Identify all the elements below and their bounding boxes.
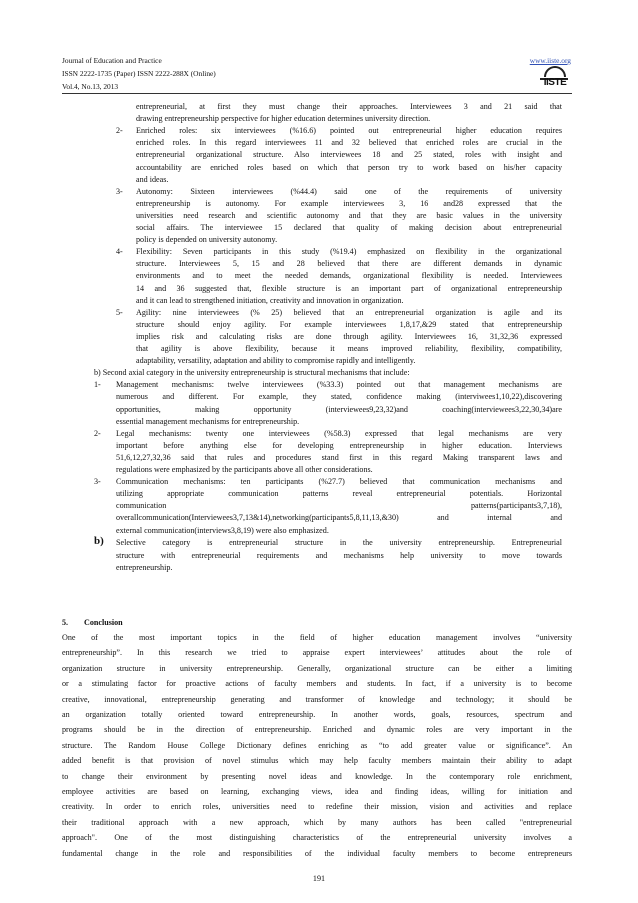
journal-name: Journal of Education and Practice	[62, 56, 162, 65]
text-line: overallcommunication(Interviewees3,7,13&14),networking(participants5,8,11,13,&30) and internal and	[116, 513, 562, 523]
text-line: structure. Interviewees 5, 15 and 28 believed that there are different demands in dynamic	[136, 259, 562, 269]
text-line: communication patterns(participants3,7,18),	[116, 501, 562, 511]
text-line: Enriched roles: six interviewees (%16.6) pointed out entrepreneurial higher education requires	[136, 126, 562, 136]
text-line: entrepreneurial, at first they must change their approaches. Interviewees 3 and 21 said that	[136, 102, 562, 111]
list-marker: 4-	[116, 247, 123, 257]
text-line: structure with entrepreneurial requirements and mechanisms help university to move towards	[116, 550, 562, 560]
journal-url-link[interactable]: www.iiste.org	[529, 56, 571, 65]
list-marker: 3-	[116, 186, 123, 196]
paragraph-line: to change their environment by presenting novel ideas and knowledge. In the contemporary role enrichment,	[62, 771, 572, 781]
paragraph-line: an organization totally oriented toward entrepreneurship. In another words, goals, resources, spectrum and	[62, 710, 572, 719]
list-marker: 1-	[94, 380, 101, 390]
list-marker: 5-	[116, 307, 123, 317]
text-line: Legal mechanisms: twenty one interviewees (%58.3) expressed that legal mechanisms are very	[116, 428, 562, 438]
paragraph-line: fundamental change in the role and responsibilities of the individual faculty members to become entrepreneurs	[62, 848, 572, 858]
iiste-logo	[538, 64, 572, 88]
text-line: accountability are enriched roles based on which that person try to work based on his/her capacity	[136, 162, 562, 172]
paragraph-line: or a stimulating factor for proactive actions of faculty members and students. In fact, if a university is to become	[62, 679, 572, 689]
text-line: social affairs. The interviewee 15 declared that quality of making decision about entrepreneurial	[136, 223, 562, 232]
text-line: Agility: nine interviewees (% 25) believed that an entrepreneurial organization is agile and its	[136, 307, 562, 317]
paragraph-line: added benefit is that provision of novel stimulus which may help faculty members maintain their ability to adapt	[62, 756, 572, 766]
text-line: Selective category is entrepreneurial structure in the university entrepreneurship. Entrepreneurial	[116, 537, 562, 547]
paragraph-line: approach". One of the most distinguishing characteristics of the entrepreneurial university involves a	[62, 833, 572, 843]
text-line: regulations were emphasized by the participants above all other considerations.	[116, 465, 373, 474]
text-line: Flexibility: Seven participants in this study (%19.4) emphasized on flexibility in the organizational	[136, 247, 562, 257]
text-line: utilizing appropriate communication patterns reveal entrepreneurial potentials. Horizontal	[116, 489, 562, 499]
text-line: opportunities, making opportunity (interviewees9,23,32)and coaching(interviewees3,22,30,34)are	[116, 404, 562, 414]
paragraph-line: organization structure in university entrepreneurship. Generally, organizational structure can be either a limiting	[62, 663, 572, 673]
list-marker: 3-	[94, 477, 101, 487]
text-line: entrepreneurship.	[116, 562, 173, 572]
list-marker: 2-	[116, 126, 123, 136]
text-line: implies risk and calculating risks are done through agility. Interviewees 16, 31,32,36 expressed	[136, 331, 562, 341]
text-line: Management mechanisms: twelve interviewees (%33.3) pointed out that management mechanisms are	[116, 380, 562, 390]
text-line: 51,6,12,27,32,36 said that rules and procedures stand first in this regard Making transparent laws and	[116, 452, 562, 462]
paragraph-line: creativity. In order to enrich roles, universities need to redefine their mission, vision and activities and replace	[62, 802, 572, 812]
paragraph-line: One of the most important topics in the field of higher education management involves “university	[62, 633, 572, 642]
text-line: adaptability, versatility, adaptation and ability to compromise rapidly and intelligently.	[136, 356, 416, 366]
text-line: entrepreneurship is autonomy. For example interviewees 3, 16 and28 expressed that the	[136, 198, 562, 208]
text-line: Autonomy: Sixteen interviewees (%44.4) said one of the requirements of university	[136, 186, 562, 196]
paragraph-line: programs should be in the direction of entrepreneurship. Enriched and dynamic roles are very important in the	[62, 725, 572, 735]
volume-line: Vol.4, No.13, 2013	[62, 82, 119, 91]
text-line: 14 and 36 suggested that, flexible structure is an important part of organizational entrepreneurship	[136, 283, 562, 293]
text-line: universities need research and scientific autonomy and that they are basic values in the university	[136, 210, 562, 220]
text-line: environments and to meet the needed demands, organizational flexibility is needed. Interviewees	[136, 271, 562, 281]
page-number: 191	[312, 874, 326, 883]
text-line: entrepreneurial organizational structure. Also interviewees 18 and 25 stated, roles with insight and	[136, 150, 562, 160]
text-line: essential management mechanisms for entrepreneurship.	[116, 416, 300, 426]
paragraph-line: structure. The Random House College Dictionary defines enriching as “to add greater value or significance”. An	[62, 740, 572, 750]
text-line: important before anything else for developing entrepreneurship in higher education. Interviews	[116, 440, 562, 450]
text-line: structure should enjoy agility. For example interviewees 1,8,17,&29 stated that entrepreneurship	[136, 319, 562, 329]
text-line: and it can lead to strengthened initiation, creativity and innovation in organization.	[136, 295, 404, 305]
paragraph-line: entrepreneurship”. In this research we tried to appraise expert interviewees’ attitudes about the role of	[62, 648, 572, 658]
text-line: that agility is above flexibility, because it means improved reliability, flexibility, compatibility,	[136, 344, 562, 353]
text-line: enriched roles. In this regard interviewees 11 and 32 believed that enriched roles are crucial in the	[136, 138, 562, 148]
text-line: b) Second axial category in the university entrepreneurship is structural mechanisms that include:	[94, 368, 410, 378]
text-line: numerous and different. For example, they stated, confidence making (interviwees1,10,22),discovering	[116, 392, 562, 402]
list-marker: 2-	[94, 428, 101, 438]
section-number: 5.	[62, 618, 69, 627]
paragraph-line: employee activities are based on learning, exchanging views, idea and finding ideas, willing for initiation and	[62, 787, 572, 796]
paragraph-line: their traditional approach with a new approach, which by many authors has been called "entrepreneurial	[62, 817, 572, 827]
header-divider	[62, 93, 572, 94]
text-line: policy is depended on university autonomy.	[136, 235, 278, 245]
list-marker: b)	[94, 535, 104, 548]
issn-line: ISSN 2222-1735 (Paper) ISSN 2222-288X (Online)	[62, 69, 216, 78]
paragraph-line: creative, innovational, entrepreneurship generating and transformer of knowledge and technology; it should be	[62, 694, 572, 704]
section-title: Conclusion	[84, 618, 123, 627]
text-line: and ideas.	[136, 174, 169, 184]
text-line: external communication(interviews3,8,19) were also emphasized.	[116, 525, 329, 535]
text-line: Communication mechanisms: ten participants (%27.7) believed that communication mechanisms and	[116, 477, 562, 487]
text-line: drawing entrepreneurship perspective for higher education determines university direction.	[136, 114, 431, 124]
logo-text: IISTE	[543, 77, 567, 88]
